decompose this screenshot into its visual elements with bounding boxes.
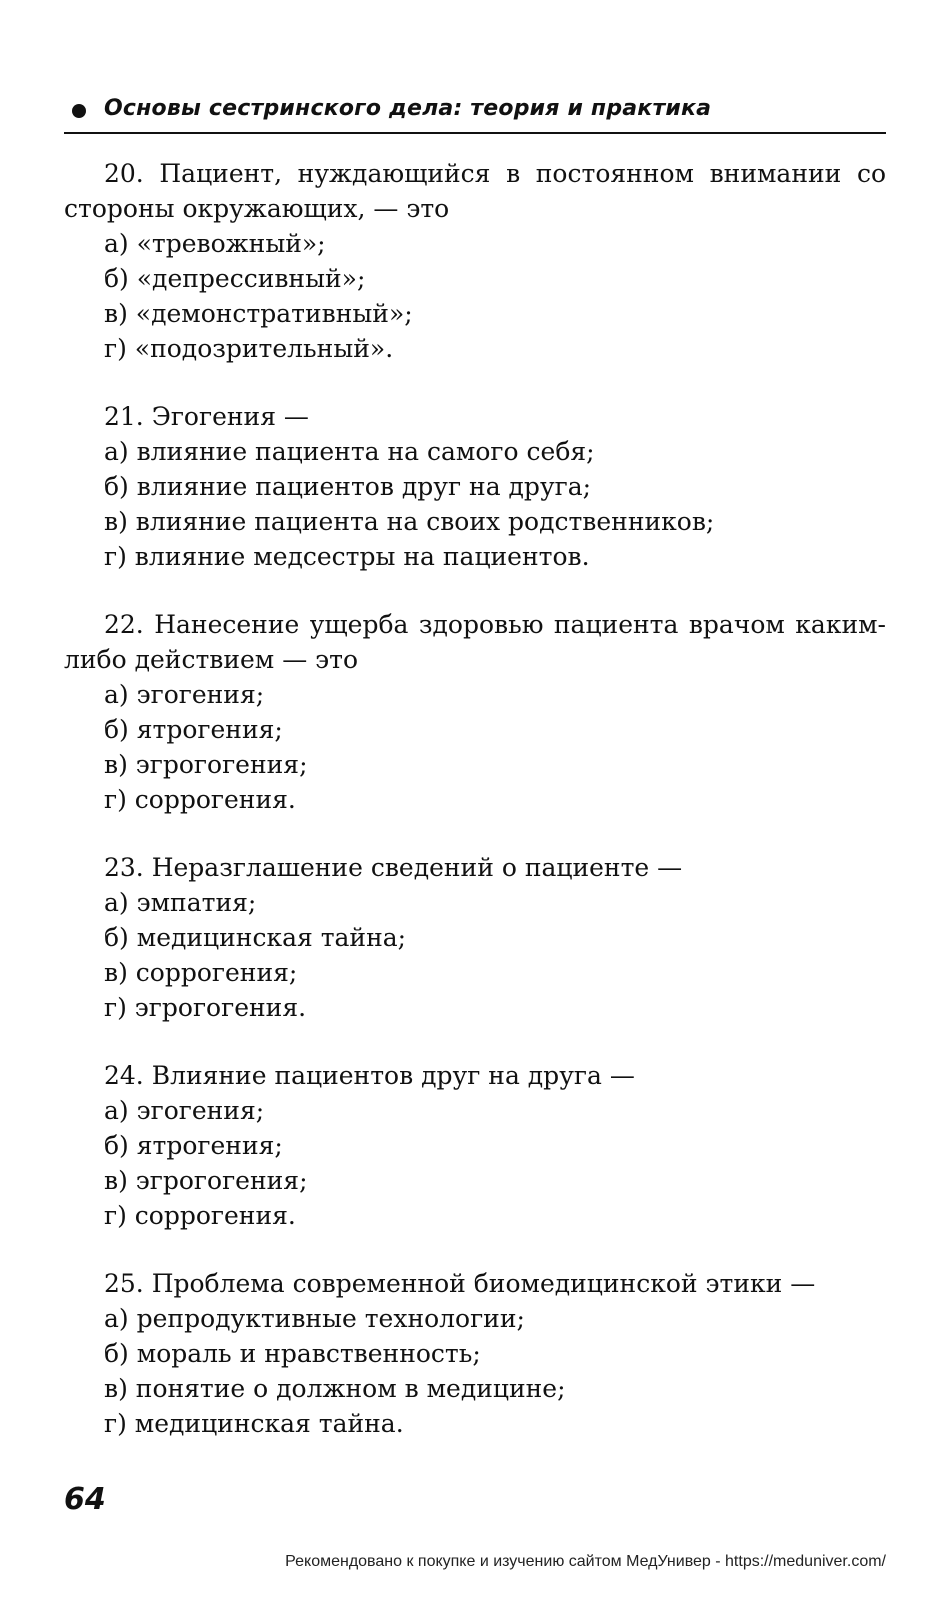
question-text: 20. Пациент, нуждающийся в постоянном внимании со стороны окружающих, — это — [64, 159, 886, 223]
answer-option: г) соррогения. — [104, 1201, 296, 1230]
answer-option: б) влияние пациентов друг на друга; — [104, 472, 592, 501]
answer-option: в) эгрогогения; — [104, 1166, 308, 1195]
answer-option: г) эгрогогения. — [104, 993, 307, 1022]
question-text: 22. Нанесение ущерба здоровью пациента врачом каким-либо действием — это — [64, 610, 886, 674]
question-22 — [64, 607, 886, 817]
answer-option: в) понятие о должном в медицине; — [104, 1374, 566, 1403]
question-20 — [64, 156, 886, 366]
answer-option: б) «депрессивный»; — [104, 264, 366, 293]
answer-option: а) эмпатия; — [104, 888, 257, 917]
question-text: 21. Эгогения — — [104, 402, 309, 431]
question-23 — [64, 850, 886, 1025]
header-title: Основы сестринского дела: теория и практика — [104, 96, 712, 121]
answer-option: б) ятрогения; — [104, 1131, 283, 1160]
answer-option: г) «подозрительный». — [104, 334, 394, 363]
page-number: 64 — [64, 1482, 106, 1517]
answer-option: г) влияние медсестры на пациентов. — [104, 542, 590, 571]
answer-option: в) эгрогогения; — [104, 750, 308, 779]
question-21 — [64, 399, 886, 574]
answer-option: а) репродуктивные технологии; — [104, 1304, 525, 1333]
bullet-icon — [72, 104, 86, 118]
answer-option: в) «демонстративный»; — [104, 299, 413, 328]
running-header — [64, 92, 886, 134]
answer-option: г) соррогения. — [104, 785, 296, 814]
answer-option: а) «тревожный»; — [104, 229, 326, 258]
answer-option: а) эгогения; — [104, 680, 265, 709]
answer-option: а) эгогения; — [104, 1096, 265, 1125]
answer-option: б) мораль и нравственность; — [104, 1339, 481, 1368]
question-text: 24. Влияние пациентов друг на друга — — [104, 1061, 635, 1090]
question-24 — [64, 1058, 886, 1233]
answer-option: б) медицинская тайна; — [104, 923, 407, 952]
answer-option: б) ятрогения; — [104, 715, 283, 744]
answer-option: в) влияние пациента на своих родственников; — [104, 507, 715, 536]
answer-option: г) медицинская тайна. — [104, 1409, 404, 1438]
question-25 — [64, 1266, 886, 1441]
answer-option: в) соррогения; — [104, 958, 298, 987]
question-text: 25. Проблема современной биомедицинской этики — — [104, 1269, 816, 1298]
footer-note: Рекомендовано к покупке и изучению сайтом МедУнивер - https://meduniver.com/ — [285, 1553, 886, 1570]
answer-option: а) влияние пациента на самого себя; — [104, 437, 595, 466]
question-list — [64, 156, 886, 1474]
question-text: 23. Неразглашение сведений о пациенте — — [104, 853, 683, 882]
